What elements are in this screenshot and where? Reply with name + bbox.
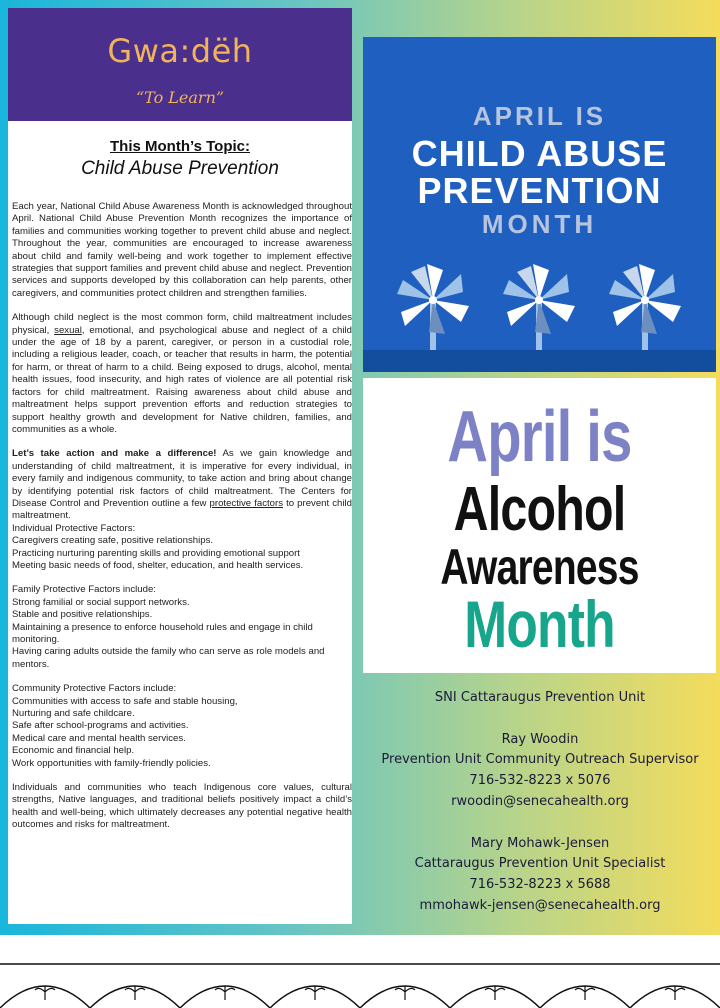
community-factors-list: [12, 683, 352, 770]
list-item: Safe after school-programs and activities.: [12, 720, 189, 732]
list-item: Having caring adults outside the family who can serve as role models and mentors.: [12, 646, 325, 670]
family-factors-list: [12, 584, 352, 671]
article-paragraph-closing: Individuals and communities who teach Indigenous core values, cultural strengths, Native languages, and traditional beliefs positively impact a child’s health and well-being, which ultimately decreases any potential negative health outcomes and risks for maltreatment.: [12, 782, 352, 831]
contact-phone: 716-532-8223 x 5688: [469, 876, 611, 892]
sprout-icon: [35, 986, 685, 1000]
list-item: Economic and financial help.: [12, 745, 135, 757]
poster-footer-stripe: [363, 350, 716, 372]
footer-decoration: [0, 946, 720, 1008]
poster-line: APRIL IS: [472, 101, 607, 131]
list-item: Medical care and mental health services.: [12, 732, 186, 744]
contact-role: Cattaraugus Prevention Unit Specialist: [414, 856, 666, 872]
article-body: [12, 201, 352, 832]
poster-line: CHILD ABUSE: [411, 133, 668, 174]
article-paragraph-maltreatment: [12, 312, 352, 436]
contact-name: Ray Woodin: [501, 731, 579, 747]
banner-title: Gwa:dëh: [107, 32, 253, 70]
poster-line: April is: [447, 397, 632, 477]
paragraph-text: , emotional, and psychological abuse and neglect of a child under the age of 18 by a parent, caregiver, or person in a custodial role, including a religious leader, coach, or teacher that results in harm, the potential for harm, or threat of harm to a child. Being exposed to drugs, alcohol, mental health issues, food insecurity, and high rates of violence are all potential risk factors for child maltreatment. Raising awareness about child abuse and maltreatment helps support prevention efforts and reduction strategies to support healthy growth and development for Native children, families, and communities as a whole.: [12, 324, 352, 435]
article-paragraph-intro: Each year, National Child Abuse Awareness Month is acknowledged throughout April. National Child Abuse Prevention Month recognizes the importance of families and communities working together to prevent child abuse and neglect. Throughout the year, communities are encouraged to increase awareness about child and family well-being and work together to implement effective strategies that support families and prevent child abuse and neglect. Prevention services and supports developed by this collaboration can help parents, other caregivers, and communities protect children and strengthen families.: [12, 201, 352, 299]
topic-title: Child Abuse Prevention: [81, 158, 279, 179]
list-item: Meeting basic needs of food, shelter, education, and health services.: [12, 559, 304, 571]
contact-email[interactable]: rwoodin@senecahealth.org: [451, 793, 629, 809]
protective-factors-link[interactable]: protective factors: [209, 497, 284, 509]
poster-line: PREVENTION: [417, 170, 662, 211]
contact-email[interactable]: mmohawk-jensen@senecahealth.org: [419, 897, 661, 913]
poster-line: Month: [464, 587, 615, 661]
newsletter-column: [8, 8, 352, 924]
contact-name: Mary Mohawk-Jensen: [470, 835, 610, 851]
unit-name: SNI Cattaraugus Prevention Unit: [434, 690, 646, 705]
list-item: Practicing nurturing parenting skills and providing emotional support: [12, 547, 300, 559]
individual-factors-list: [12, 523, 352, 573]
paragraph-text: to prevent child maltreatment.: [12, 497, 352, 522]
contact-info: [360, 688, 720, 916]
contact-phone: 716-532-8223 x 5076: [469, 773, 611, 789]
call-to-action: Let’s take action and make a difference!: [12, 448, 217, 460]
list-item: Nurturing and safe childcare.: [12, 708, 135, 720]
list-item: Communities with access to safe and stable housing,: [12, 695, 238, 707]
poster-line: Alcohol: [453, 475, 626, 544]
list-item: Strong familial or social support networks.: [12, 596, 190, 608]
list-item: Caregivers creating safe, positive relationships.: [12, 535, 214, 547]
child-abuse-prevention-poster: [363, 37, 716, 372]
list-item: Maintaining a presence to enforce household rules and engage in child monitoring.: [12, 621, 313, 645]
sexual-link[interactable]: sexual: [54, 324, 82, 336]
alcohol-awareness-poster: [363, 378, 716, 673]
list-item: Work opportunities with family-friendly policies.: [12, 757, 211, 769]
banner-subtitle: “To Learn”: [135, 88, 225, 107]
poster-line: MONTH: [481, 209, 598, 239]
paragraph-text: As we gain knowledge and understanding of child maltreatment, it is imperative for every individual, in every family and indigenous community, to take action and bring about change by identifying potential risk factors of child maltreatment. The Centers for Disease Control and Prevention outline a few: [12, 448, 352, 509]
topic-heading: This Month’s Topic:: [110, 138, 250, 155]
list-item: Stable and positive relationships.: [12, 609, 153, 621]
list-heading: Family Protective Factors include:: [12, 584, 156, 596]
newsletter-banner: [8, 8, 352, 121]
list-heading: Community Protective Factors include:: [12, 683, 177, 695]
list-heading: Individual Protective Factors:: [12, 522, 136, 534]
contact-role: Prevention Unit Community Outreach Supervisor: [381, 752, 699, 768]
article-paragraph-action: [12, 448, 352, 522]
paragraph-text: Although child neglect is the most common form, child maltreatment includes physical,: [12, 312, 352, 336]
poster-line: Awareness: [440, 539, 639, 595]
